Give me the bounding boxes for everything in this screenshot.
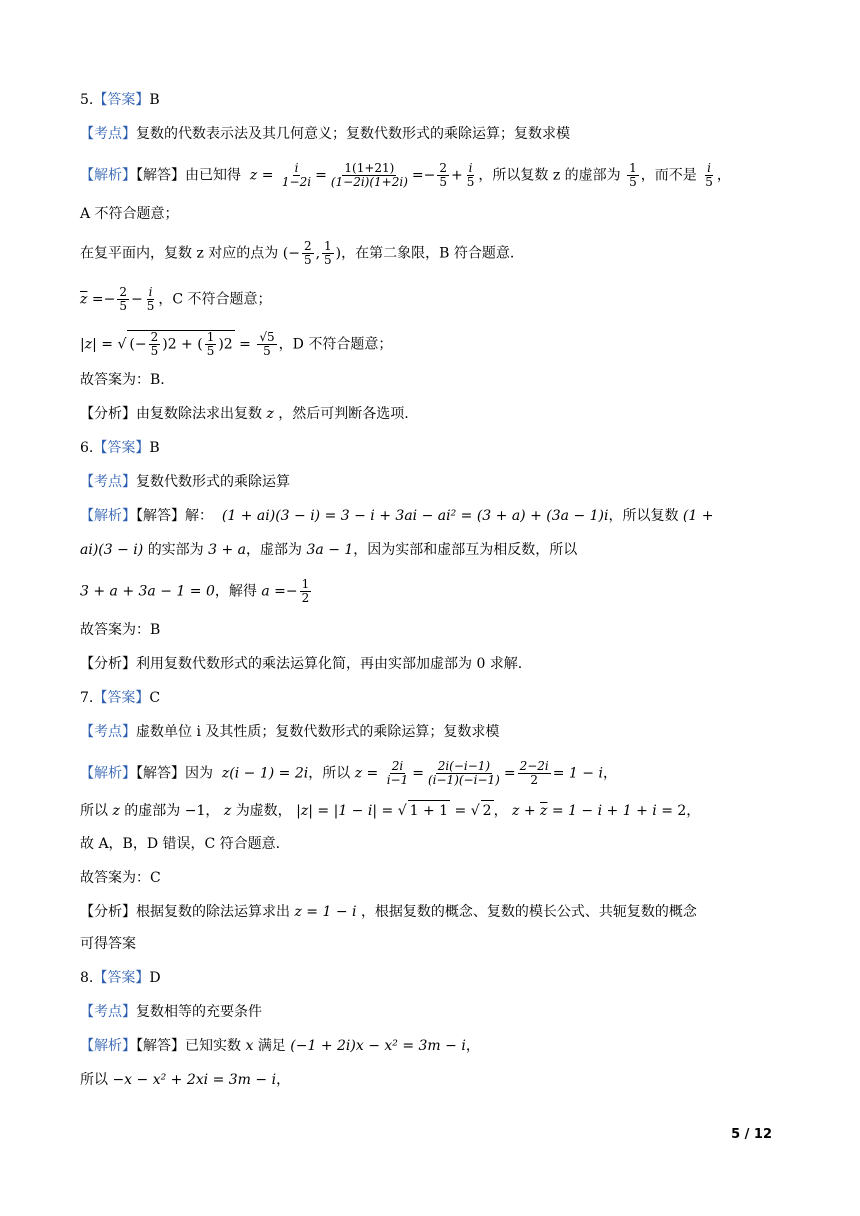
jiexi-tag: 【解析】 xyxy=(80,765,136,782)
q8-jiexi-line: 【解析】【解答】已知实数 x 满足 (−1 + 2i)x − x² = 3m − i， xyxy=(80,1038,480,1054)
q6-line3: 3 + a + 3a − 1 = 0，解得 a =− $\frac{1}{2}$ xyxy=(80,577,310,605)
kaodian-tag: 【考点】 xyxy=(80,1004,136,1020)
page-number: 5 / 12 xyxy=(731,1127,772,1142)
answer-tag: 【答案】 xyxy=(93,92,150,108)
answer-tag: 【答案】 xyxy=(93,440,150,456)
kaodian-tag: 【考点】 xyxy=(80,474,136,490)
kaodian-tag: 【考点】 xyxy=(80,724,136,740)
q5-fenxi: 【分析】由复数除法求出复数 z ，然后可判断各选项. xyxy=(80,406,409,422)
q6-answer-line: 6.【答案】B xyxy=(80,440,160,456)
q8-kaodian-line: 【考点】复数相等的充要条件 xyxy=(80,1004,262,1020)
q6-fenxi: 【分析】利用复数代数形式的乘法运算化简，再由实部加虚部为 0 求解. xyxy=(80,656,523,672)
q7-line3: 故 A，B，D 错误，C 符合题意. xyxy=(80,836,281,852)
jiexi-tag: 【解析】 xyxy=(80,1038,136,1054)
q5-answer-line: 5.【答案】B xyxy=(80,92,160,108)
q5-line4: $\overline{z}$ =− $\frac{2}{5}$ − $\frac{i}{5}$ ，C 不符合题意； xyxy=(80,285,272,313)
q5-conclusion: 故答案为：B. xyxy=(80,372,165,388)
q7-fenxi: 【分析】根据复数的除法运算求出 z = 1 − i ，根据复数的概念、复数的模长公式、共轭复数的概念 xyxy=(80,904,697,920)
jiexi-tag: 【解析】 xyxy=(80,508,136,524)
jiexi-tag: 【解析】 xyxy=(80,167,136,184)
q7-kaodian-line: 【考点】虚数单位 i 及其性质；复数代数形式的乘除运算；复数求模 xyxy=(80,724,500,740)
q6-conclusion: 故答案为：B xyxy=(80,622,161,638)
q8-answer-line: 8.【答案】D xyxy=(80,970,161,986)
answer-tag: 【答案】 xyxy=(93,690,150,706)
q7-jiexi-line: 【解析】【解答】因为 z(i − 1) = 2i，所以 z = $\frac{2i}{i-1}$ = $\frac{2i(-i-1)}{(i-1)(-i-1)}$ = $\frac{2-2i}{2}$ = 1 − i， xyxy=(80,759,617,787)
q7-line2: 所以 z 的虚部为 −1， z 为虚数， |z| = |1 − i| = √ 1 + 1 = √ 2 ， $z + \overline{z} = 1 - i + 1 + i = 2$， xyxy=(80,800,780,821)
q5-line3: 在复平面内，复数 z 对应的点为 (− $\frac{2}{5}$ , $\frac{1}{5}$ )，在第二象限，B 符合题意. xyxy=(80,239,515,267)
q8-line2: 所以 −x − x² + 2xi = 3m − i， xyxy=(80,1072,291,1088)
answer-tag: 【答案】 xyxy=(93,970,150,986)
q7-answer-line: 7.【答案】C xyxy=(80,690,161,706)
kaodian-tag: 【考点】 xyxy=(80,126,136,142)
q7-fenxi-cont: 可得答案 xyxy=(80,936,136,952)
q6-kaodian-line: 【考点】复数代数形式的乘除运算 xyxy=(80,474,290,490)
q5-jiexi-line: 【解析】【解答】由已知得 z = $\frac{i}{1-2i}$ = $\frac{1(1+21)}{(1-2i)(1+2i)}$ =− $\frac{2}{5}$ + $\frac{i}{5}$ ，所以复数 z 的虚部为 $\frac{1}{5}$ ，而不是 $\frac{i}{5}$ ， xyxy=(80,161,731,189)
q5-line2: A 不符合题意； xyxy=(80,206,179,222)
q6-jiexi-line: 【解析】【解答】解： (1 + ai)(3 − i) = 3 − i + 3ai − ai² = (3 + a) + (3a − 1)i，所以复数 (1 + xyxy=(80,508,714,524)
q5-line5: |z| = √ (− $\frac{2}{5}$ )2 + ( $\frac{1}{5}$ )2 = $\frac{√5}{5}$ ，D 不符合题意； xyxy=(80,330,393,358)
q7-conclusion: 故答案为：C xyxy=(80,870,161,886)
q5-kaodian-line: 【考点】复数的代数表示法及其几何意义；复数代数形式的乘除运算；复数求模 xyxy=(80,126,570,142)
q6-line2: ai)(3 − i) 的实部为 3 + a，虚部为 3a − 1，因为实部和虚部互为相反数，所以 xyxy=(80,542,578,558)
